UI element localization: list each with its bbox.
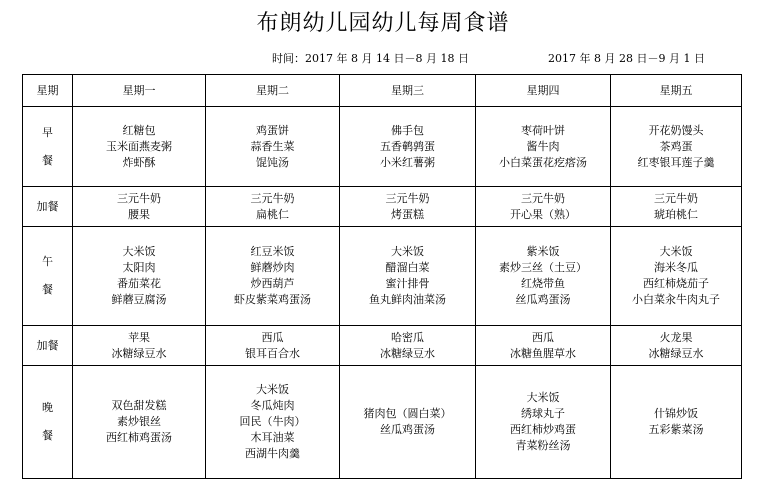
dish-item: 丝瓜鸡蛋汤 bbox=[380, 423, 435, 436]
dish-item: 五彩紫菜汤 bbox=[648, 423, 704, 436]
dish-item: 大米饭 bbox=[256, 383, 289, 396]
page-title: 布朗幼儿园幼儿每周食谱 bbox=[256, 11, 510, 36]
dish-item: 茶鸡蛋 bbox=[659, 139, 693, 153]
dish-item: 紫米饭 bbox=[526, 245, 560, 258]
dish-item: 炒西葫芦 bbox=[250, 277, 295, 290]
date-range-first: 时间：2017 年 8 月 14 日－8 月 18 日 bbox=[272, 52, 469, 65]
menu-cell bbox=[340, 107, 476, 187]
meal-name-text: 餐 bbox=[42, 429, 53, 442]
dish-item: 丝瓜鸡蛋汤 bbox=[515, 293, 571, 306]
dish-item: 冰糖鱼腥草水 bbox=[510, 346, 576, 360]
dish-item: 三元牛奶 bbox=[654, 191, 698, 205]
meal-name bbox=[23, 107, 73, 187]
dish-item: 三元牛奶 bbox=[117, 191, 161, 205]
dish-item: 三元牛奶 bbox=[250, 191, 295, 205]
menu-cell bbox=[611, 227, 742, 326]
meal-row bbox=[23, 107, 742, 187]
dish-item: 炸虾酥 bbox=[122, 155, 156, 169]
dish-item: 红豆米饭 bbox=[250, 245, 295, 258]
dish-item: 苹果 bbox=[128, 330, 150, 344]
header-row bbox=[23, 75, 742, 107]
dish-item: 玉米面燕麦粥 bbox=[106, 139, 172, 153]
dish-item: 醋溜白菜 bbox=[385, 261, 430, 274]
dish-item: 大米饭 bbox=[391, 245, 424, 258]
dish-item: 冰糖绿豆水 bbox=[380, 346, 435, 360]
dish-item: 三元牛奶 bbox=[385, 191, 430, 205]
dish-item: 太阳肉 bbox=[122, 261, 156, 274]
menu-cell bbox=[73, 187, 206, 227]
meal-name-text: 餐 bbox=[42, 283, 53, 296]
dish-item: 鱼丸鲜肉油菜汤 bbox=[369, 293, 446, 306]
menu-cell bbox=[206, 187, 340, 227]
dish-item: 枣荷叶饼 bbox=[521, 123, 565, 137]
dish-item: 西红柿炒鸡蛋 bbox=[510, 423, 576, 436]
dish-item: 鲜蘑豆腐汤 bbox=[111, 293, 167, 306]
dish-item: 木耳油菜 bbox=[250, 431, 295, 444]
dish-item: 三元牛奶 bbox=[521, 191, 565, 205]
menu-cell bbox=[340, 187, 476, 227]
dish-item: 西红柿鸡蛋汤 bbox=[106, 431, 172, 444]
dish-item: 红烧带鱼 bbox=[521, 277, 565, 290]
dish-item: 哈密瓜 bbox=[391, 330, 424, 344]
dish-item: 冰糖绿豆水 bbox=[648, 346, 704, 360]
meal-name-text: 加餐 bbox=[36, 338, 59, 352]
meal-row bbox=[23, 326, 742, 366]
meal-name bbox=[23, 227, 73, 326]
dish-item: 双色甜发糕 bbox=[111, 399, 167, 412]
dish-item: 素炒银丝 bbox=[117, 415, 161, 428]
dish-item: 西红柿烧茄子 bbox=[643, 277, 709, 290]
dish-item: 银耳百合水 bbox=[245, 346, 300, 360]
meal-name bbox=[23, 366, 73, 479]
menu-cell bbox=[476, 107, 611, 187]
dish-item: 蒜香生菜 bbox=[250, 139, 295, 153]
dish-item: 馄饨汤 bbox=[256, 155, 289, 169]
dish-item: 素炒三丝（土豆） bbox=[499, 261, 587, 274]
meal-name-text: 餐 bbox=[42, 153, 53, 167]
menu-cell bbox=[206, 366, 340, 479]
meal-name-text: 午 bbox=[42, 255, 53, 268]
meal-name-text: 加餐 bbox=[36, 199, 59, 213]
dish-item: 青菜粉丝汤 bbox=[515, 439, 571, 452]
dish-item: 开心果（熟） bbox=[510, 207, 576, 221]
meal-name-text: 早 bbox=[42, 125, 53, 139]
dish-item: 虾皮紫菜鸡蛋汤 bbox=[234, 293, 311, 306]
menu-cell bbox=[73, 107, 206, 187]
dish-item: 佛手包 bbox=[391, 123, 424, 137]
meal-row bbox=[23, 187, 742, 227]
header-day: 星期五 bbox=[611, 75, 742, 107]
dish-item: 大米饭 bbox=[122, 245, 156, 258]
menu-cell bbox=[206, 227, 340, 326]
dish-item: 番茄菜花 bbox=[117, 277, 161, 290]
dish-item: 烤蛋糕 bbox=[391, 207, 424, 221]
dish-item: 回民（牛肉） bbox=[239, 415, 306, 428]
dish-item: 猪肉包（圆白菜） bbox=[363, 407, 452, 420]
meal-row bbox=[23, 227, 742, 326]
dish-item: 红枣银耳莲子羹 bbox=[637, 155, 715, 169]
dish-item: 开花奶馒头 bbox=[648, 123, 704, 137]
dish-item: 西湖牛肉羹 bbox=[245, 447, 300, 460]
meal-row bbox=[23, 366, 742, 479]
dish-item: 绣球丸子 bbox=[521, 407, 565, 420]
dish-item: 鲜蘑炒肉 bbox=[250, 261, 295, 274]
dish-item: 鸡蛋饼 bbox=[256, 123, 289, 137]
menu-cell bbox=[73, 366, 206, 479]
dish-item: 大米饭 bbox=[526, 391, 560, 404]
menu-cell bbox=[611, 107, 742, 187]
dish-item: 小白菜汆牛肉丸子 bbox=[632, 293, 720, 306]
menu-cell bbox=[206, 107, 340, 187]
dish-item: 什锦炒饭 bbox=[654, 407, 698, 420]
menu-cell bbox=[476, 326, 611, 366]
menu-cell bbox=[476, 366, 611, 479]
header-day: 星期三 bbox=[340, 75, 476, 107]
dish-item: 酱牛肉 bbox=[526, 139, 560, 153]
meal-name bbox=[23, 326, 73, 366]
dish-item: 冬瓜炖肉 bbox=[250, 399, 295, 412]
menu-cell bbox=[611, 326, 742, 366]
dish-item: 蜜汁排骨 bbox=[385, 277, 430, 290]
menu-cell bbox=[611, 187, 742, 227]
dish-item: 冰糖绿豆水 bbox=[111, 346, 167, 360]
dish-item: 西瓜 bbox=[532, 330, 554, 344]
menu-cell bbox=[611, 366, 742, 479]
meal-name-text: 晚 bbox=[42, 401, 53, 414]
dish-item: 小米红薯粥 bbox=[380, 155, 435, 169]
dish-item: 小白菜蛋花疙瘩汤 bbox=[499, 155, 587, 169]
date-range-second: 2017 年 8 月 28 日－9 月 1 日 bbox=[548, 52, 705, 65]
menu-cell bbox=[476, 227, 611, 326]
dish-item: 琥珀桃仁 bbox=[654, 207, 698, 221]
menu-cell bbox=[476, 187, 611, 227]
menu-cell bbox=[340, 227, 476, 326]
header-label: 星期 bbox=[23, 75, 73, 107]
meal-name bbox=[23, 187, 73, 227]
menu-cell bbox=[340, 326, 476, 366]
header-day: 星期四 bbox=[476, 75, 611, 107]
weekly-menu-table bbox=[22, 74, 742, 479]
menu-cell bbox=[73, 326, 206, 366]
dish-item: 西瓜 bbox=[261, 330, 284, 344]
menu-cell bbox=[206, 326, 340, 366]
dish-item: 火龙果 bbox=[659, 330, 693, 344]
dish-item: 五香鹌鹑蛋 bbox=[380, 139, 435, 153]
dish-item: 扁桃仁 bbox=[256, 207, 289, 221]
header-day: 星期一 bbox=[73, 75, 206, 107]
menu-cell bbox=[340, 366, 476, 479]
dish-item: 海米冬瓜 bbox=[654, 261, 698, 274]
dish-item: 腰果 bbox=[128, 207, 150, 221]
dish-item: 大米饭 bbox=[659, 245, 693, 258]
menu-cell bbox=[73, 227, 206, 326]
dish-item: 红糖包 bbox=[122, 123, 156, 137]
header-day: 星期二 bbox=[206, 75, 340, 107]
